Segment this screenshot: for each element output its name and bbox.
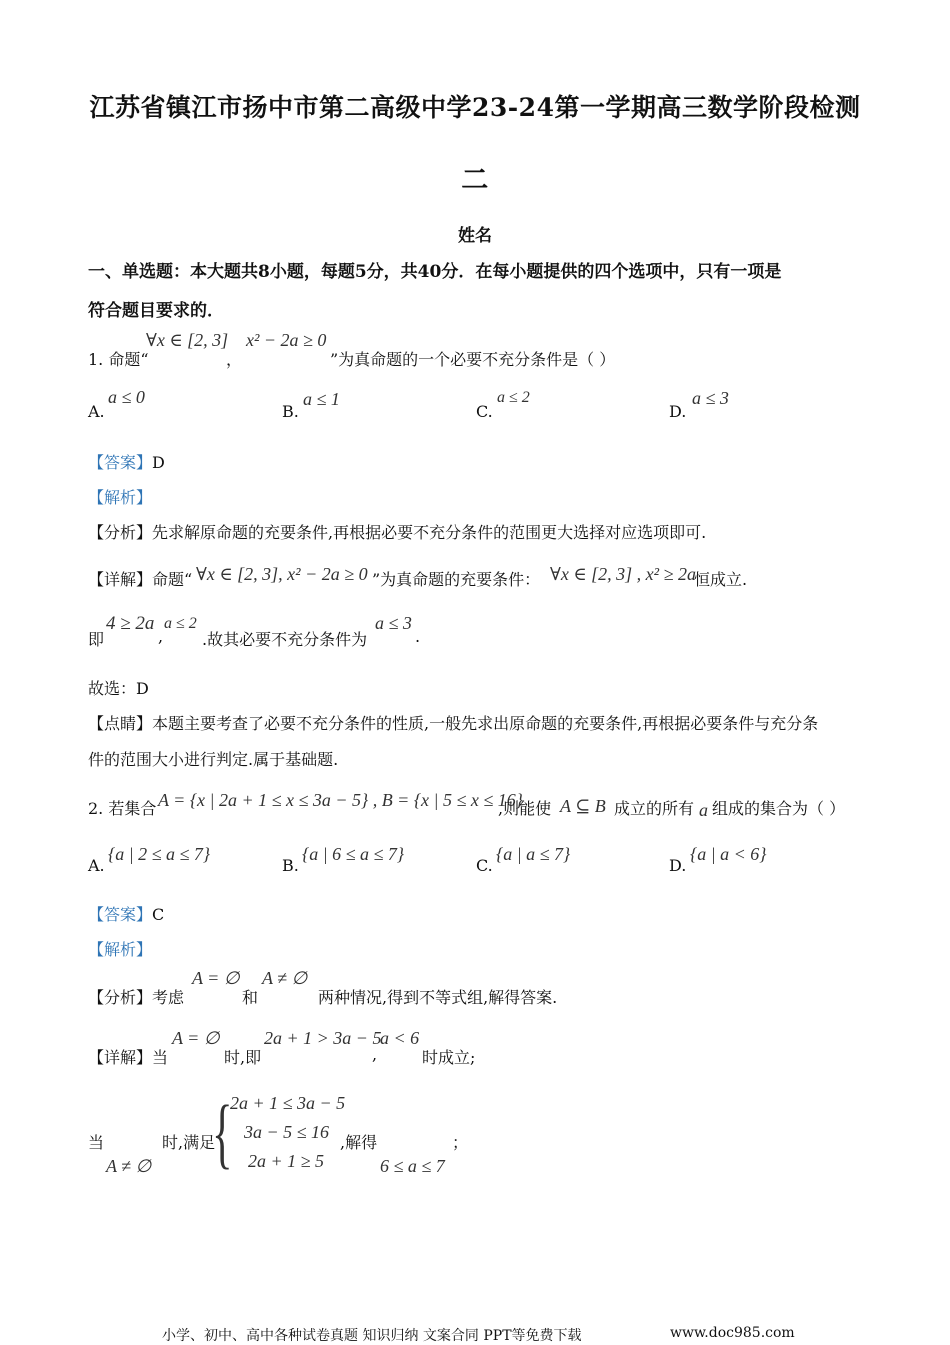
- q2-case2-math: A ≠ ∅: [106, 1156, 152, 1176]
- q2-math-sets: A = {x | 2a + 1 ≤ x ≤ 3a − 5} , B = {x | 5 ≤ x ≤ 16}: [158, 790, 523, 810]
- q1-option-c: a ≤ 2: [497, 389, 530, 406]
- q2-system-line-1: 2a + 1 ≤ 3a − 5: [230, 1093, 346, 1113]
- answer-tag: 【答案】: [88, 905, 153, 924]
- q2-detail-math2: 2a + 1 > 3a − 5: [264, 1028, 382, 1048]
- left-brace-icon: {: [212, 1089, 233, 1176]
- q2-fenxi-math2: A ≠ ∅: [262, 968, 308, 988]
- q2-option-d: {a | a < 6}: [690, 844, 767, 864]
- q2-case2-jiede: ,解得: [340, 1133, 378, 1152]
- q1-ji: 即: [88, 630, 105, 649]
- q2-detail-tag: 【详解】: [88, 1048, 153, 1067]
- q2-math-subset: A ⊆ B: [560, 796, 606, 816]
- q2-mid2: 成立的所有: [614, 799, 695, 818]
- q1-detail-text2: ”为真命题的充要条件：: [372, 570, 541, 589]
- q1-option-b: a ≤ 1: [303, 389, 340, 409]
- q2-prefix: 2. 若集合: [88, 799, 157, 818]
- q2-fenxi-text1: 考虑: [152, 988, 185, 1007]
- q1-ji-dot: .: [415, 627, 421, 646]
- q2-detail-math1: A = ∅: [172, 1028, 220, 1048]
- q1-detail-math1: ∀x ∈ [2, 3], x² − 2a ≥ 0: [196, 564, 368, 584]
- q2-detail-end: 时成立;: [422, 1048, 476, 1067]
- q2-case2-dang: 当: [88, 1133, 105, 1152]
- q2-option-b: {a | 6 ≤ a ≤ 7}: [302, 844, 405, 864]
- q2-fenxi-tag: 【分析】: [88, 988, 153, 1007]
- q2-detail-shi: 时,即: [224, 1048, 262, 1067]
- q2-detail-math3: a < 6: [380, 1028, 420, 1048]
- q1-option-a: a ≤ 0: [108, 387, 145, 407]
- q1-detail-tag: 【详解】: [88, 570, 153, 589]
- q1-prefix: 1. 命题“: [88, 350, 149, 369]
- q1-detail-text1: 命题“: [152, 570, 193, 589]
- q1-math-inequality: x² − 2a ≥ 0: [246, 330, 327, 350]
- footer-link[interactable]: www.doc985.com: [670, 1325, 795, 1341]
- q2-option-c: {a | a ≤ 7}: [496, 844, 571, 864]
- analysis-tag: 【解析】: [88, 488, 153, 507]
- q1-ji-math1: 4 ≥ 2a: [106, 613, 155, 634]
- q2-option-a: {a | 2 ≤ a ≤ 7}: [108, 844, 211, 864]
- name-label: 姓名: [458, 226, 492, 246]
- q2-option-b-letter: B.: [282, 856, 299, 875]
- q2-mid: ,则能使: [498, 799, 552, 818]
- q2-option-c-letter: C.: [476, 856, 493, 875]
- q2-system-line-3: 2a + 1 ≥ 5: [248, 1151, 325, 1171]
- q1-detail-text3: 恒成立.: [694, 570, 748, 589]
- q2-answer-line: [88, 902, 164, 925]
- q1-ji-math3: a ≤ 3: [375, 613, 412, 633]
- q1-dianjing2: 件的范围大小进行判定.属于基础题.: [88, 750, 339, 769]
- q1-option-c-letter: C.: [476, 402, 493, 421]
- q1-suffix: ”为真命题的一个必要不充分条件是（ ）: [330, 350, 616, 369]
- q1-option-a-letter: A.: [88, 402, 105, 421]
- q1-answer: D: [152, 453, 165, 472]
- q1-ji-math2: a ≤ 2: [164, 615, 197, 632]
- section-heading-cont: 符合题目要求的．: [88, 301, 224, 321]
- q2-case2-shi: 时,满足: [162, 1133, 216, 1152]
- q2-option-d-letter: D.: [669, 856, 687, 875]
- footer-text: 小学、初中、高中各种试卷真题 知识归纳 文案合同 PPT等免费下载: [162, 1328, 582, 1344]
- q2-case2-end: ；: [452, 1133, 469, 1152]
- q2-system-line-2: 3a − 5 ≤ 16: [244, 1122, 330, 1142]
- q2-answer: C: [152, 905, 165, 924]
- q1-math-quantifier: ∀x ∈ [2, 3]: [146, 330, 229, 350]
- q1-option-d-letter: D.: [669, 402, 687, 421]
- analysis-tag: 【解析】: [88, 940, 153, 959]
- q1-fenxi-line: [88, 520, 706, 543]
- answer-tag: 【答案】: [88, 453, 153, 472]
- dianjing-tag: 【点睛】: [88, 714, 153, 733]
- q1-detail-math2: ∀x ∈ [2, 3] , x² ≥ 2a: [550, 564, 696, 584]
- q2-fenxi-math1: A = ∅: [192, 968, 240, 988]
- q1-comma: ，: [226, 350, 243, 369]
- q2-fenxi-he: 和: [242, 988, 259, 1007]
- fenxi-tag: 【分析】: [88, 523, 153, 542]
- q2-detail-comma: ,: [372, 1045, 378, 1064]
- q2-suffix: 组成的集合为（ ）: [712, 799, 846, 818]
- section-heading: 一、单选题：本大题共8小题，每题5分，共40分．在每小题提供的四个选项中，只有一项是: [88, 262, 782, 282]
- page-title: 江苏省镇江市扬中市第二高级中学23-24第一学期高三数学阶段检测: [89, 93, 861, 122]
- page-title-line2: 二: [461, 165, 489, 196]
- q1-dianjing1: 本题主要考查了必要不充分条件的性质,一般先求出原命题的充要条件,再根据必要条件与充分条: [152, 714, 819, 733]
- q1-ji-text: .故其必要不充分条件为: [202, 630, 368, 649]
- q1-answer-line: [88, 450, 165, 473]
- q2-detail-dang: 当: [152, 1048, 169, 1067]
- q1-option-b-letter: B.: [282, 402, 299, 421]
- q2-math-a: a: [699, 800, 708, 820]
- q1-fenxi: 先求解原命题的充要条件,再根据必要不充分条件的范围更大选择对应选项即可.: [152, 523, 707, 542]
- q1-dianjing-line: [88, 711, 818, 734]
- q2-case2-result: 6 ≤ a ≤ 7: [380, 1156, 445, 1176]
- q1-option-d: a ≤ 3: [692, 388, 729, 408]
- q2-option-a-letter: A.: [88, 856, 105, 875]
- q1-guxuan: 故选：D: [88, 679, 149, 698]
- q2-fenxi-text2: 两种情况,得到不等式组,解得答案.: [318, 988, 558, 1007]
- q1-ji-comma: ,: [158, 627, 164, 646]
